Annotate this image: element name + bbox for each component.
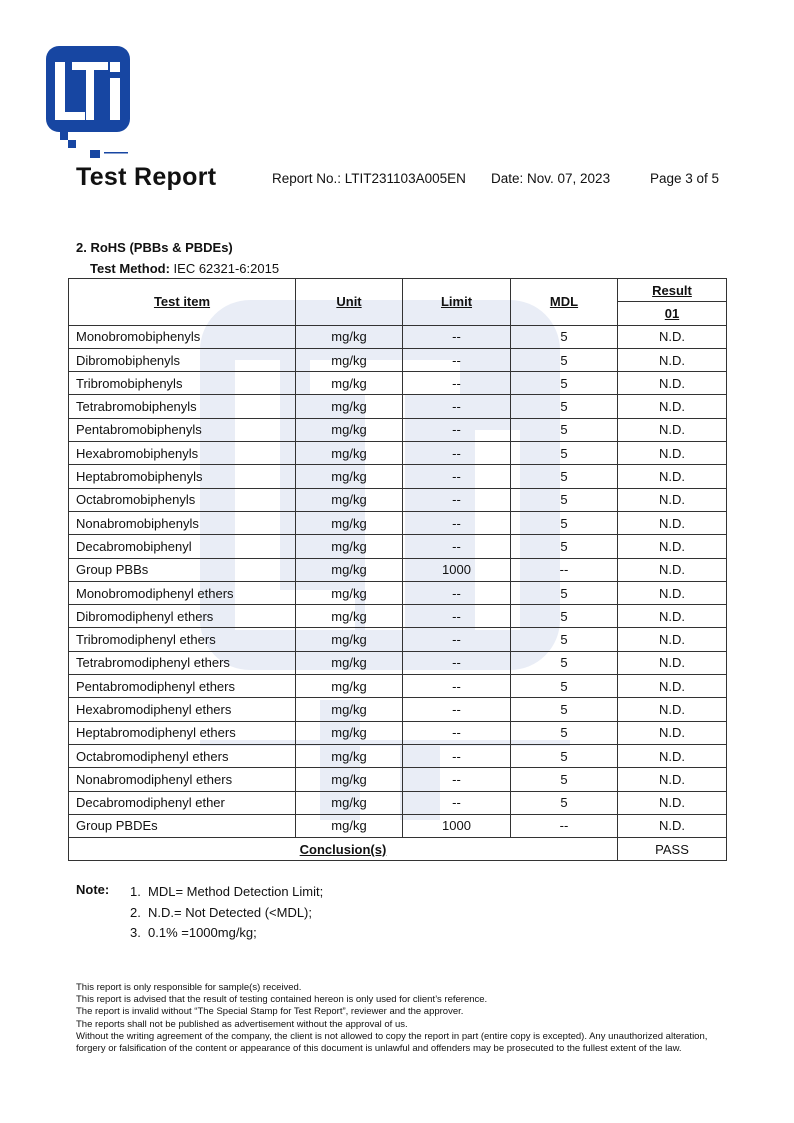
cell-limit: --: [403, 348, 511, 371]
cell-unit: mg/kg: [296, 581, 403, 604]
cell-test-item: Pentabromodiphenyl ethers: [69, 675, 296, 698]
cell-limit: --: [403, 675, 511, 698]
header-limit: Limit: [403, 279, 511, 326]
cell-result: N.D.: [618, 768, 727, 791]
cell-mdl: 5: [511, 395, 618, 418]
cell-result: N.D.: [618, 675, 727, 698]
cell-test-item: Dibromobiphenyls: [69, 348, 296, 371]
table-row: [69, 325, 727, 348]
cell-result: N.D.: [618, 721, 727, 744]
cell-test-item: Nonabromobiphenyls: [69, 511, 296, 534]
note-item: [130, 923, 323, 944]
table-row: [69, 698, 727, 721]
cell-result: N.D.: [618, 814, 727, 837]
disclaimer-line: The reports shall not be published as advertisement without the approval of us.: [76, 1018, 408, 1030]
cell-unit: mg/kg: [296, 721, 403, 744]
cell-limit: --: [403, 605, 511, 628]
table-row: [69, 418, 727, 441]
cell-limit: --: [403, 442, 511, 465]
table-row: [69, 558, 727, 581]
cell-mdl: 5: [511, 418, 618, 441]
cell-unit: mg/kg: [296, 372, 403, 395]
table-row: [69, 395, 727, 418]
table-row: [69, 465, 727, 488]
cell-unit: mg/kg: [296, 744, 403, 767]
cell-limit: 1000: [403, 814, 511, 837]
table-row: [69, 511, 727, 534]
cell-result: N.D.: [618, 395, 727, 418]
disclaimer: [76, 982, 716, 1055]
note-text: N.D.= Not Detected (<MDL);: [148, 904, 312, 920]
table-row: [69, 768, 727, 791]
cell-result: N.D.: [618, 651, 727, 674]
cell-result: N.D.: [618, 558, 727, 581]
cell-mdl: 5: [511, 675, 618, 698]
cell-limit: --: [403, 395, 511, 418]
cell-result: N.D.: [618, 488, 727, 511]
cell-mdl: --: [511, 558, 618, 581]
table-row: [69, 744, 727, 767]
test-method-label: Test Method:: [90, 261, 170, 276]
cell-test-item: Hexabromobiphenyls: [69, 442, 296, 465]
cell-unit: mg/kg: [296, 791, 403, 814]
cell-unit: mg/kg: [296, 465, 403, 488]
cell-unit: mg/kg: [296, 395, 403, 418]
cell-test-item: Heptabromobiphenyls: [69, 465, 296, 488]
cell-limit: --: [403, 651, 511, 674]
cell-test-item: Dibromodiphenyl ethers: [69, 605, 296, 628]
cell-result: N.D.: [618, 372, 727, 395]
cell-unit: mg/kg: [296, 628, 403, 651]
cell-unit: mg/kg: [296, 768, 403, 791]
cell-unit: mg/kg: [296, 325, 403, 348]
cell-test-item: Tetrabromobiphenyls: [69, 395, 296, 418]
table-row: [69, 814, 727, 837]
cell-mdl: --: [511, 814, 618, 837]
cell-unit: mg/kg: [296, 814, 403, 837]
conclusion-label: Conclusion(s): [69, 838, 618, 861]
cell-limit: --: [403, 628, 511, 651]
disclaimer-line: Without the writing agreement of the company, the client is not allowed to copy the report in part (entire copy is excepted). Any unauthorized alteration, forgery or falsification of the content or appearance of this document is unlawful and offenders may be prosecuted to the fullest extent of the law.: [76, 1030, 708, 1055]
note-label: Note:: [76, 882, 110, 897]
report-date: Date: Nov. 07, 2023: [491, 171, 611, 186]
results-table: [68, 278, 727, 861]
cell-unit: mg/kg: [296, 442, 403, 465]
table-row: [69, 628, 727, 651]
cell-test-item: Group PBBs: [69, 558, 296, 581]
cell-unit: mg/kg: [296, 418, 403, 441]
note-number: 2.: [130, 904, 141, 920]
report-number: Report No.: LTIT231103A005EN: [272, 171, 466, 186]
cell-test-item: Heptabromodiphenyl ethers: [69, 721, 296, 744]
header-sample-01: 01: [618, 302, 727, 325]
cell-mdl: 5: [511, 651, 618, 674]
header-mdl: MDL: [511, 279, 618, 326]
cell-mdl: 5: [511, 721, 618, 744]
cell-unit: mg/kg: [296, 488, 403, 511]
cell-result: N.D.: [618, 605, 727, 628]
disclaimer-line: This report is advised that the result of testing contained hereon is only used for client’s reference.: [76, 994, 488, 1006]
header-test-item: Test item: [69, 279, 296, 326]
cell-limit: --: [403, 465, 511, 488]
header-unit: Unit: [296, 279, 403, 326]
cell-limit: --: [403, 744, 511, 767]
test-method: [90, 261, 279, 276]
cell-unit: mg/kg: [296, 535, 403, 558]
table-row: [69, 605, 727, 628]
cell-test-item: Octabromodiphenyl ethers: [69, 744, 296, 767]
note-item: [130, 903, 323, 924]
note-number: 1.: [130, 884, 141, 899]
cell-limit: --: [403, 535, 511, 558]
table-row: [69, 372, 727, 395]
cell-limit: --: [403, 791, 511, 814]
cell-mdl: 5: [511, 791, 618, 814]
table-row: [69, 535, 727, 558]
table-row: [69, 581, 727, 604]
cell-unit: mg/kg: [296, 605, 403, 628]
cell-mdl: 5: [511, 348, 618, 371]
cell-test-item: Tribromobiphenyls: [69, 372, 296, 395]
cell-test-item: Octabromobiphenyls: [69, 488, 296, 511]
note-text: MDL= Method Detection Limit;: [148, 884, 324, 899]
cell-test-item: Tetrabromodiphenyl ethers: [69, 651, 296, 674]
cell-unit: mg/kg: [296, 558, 403, 581]
note-item: [130, 882, 323, 903]
cell-mdl: 5: [511, 605, 618, 628]
note-text: 0.1% =1000mg/kg;: [148, 925, 257, 940]
cell-mdl: 5: [511, 465, 618, 488]
note-number: 3.: [130, 925, 141, 940]
cell-limit: --: [403, 418, 511, 441]
table-row: [69, 442, 727, 465]
cell-test-item: Monobromodiphenyl ethers: [69, 581, 296, 604]
page-number: Page 3 of 5: [650, 171, 720, 186]
cell-mdl: 5: [511, 768, 618, 791]
cell-unit: mg/kg: [296, 675, 403, 698]
header-result: Result: [618, 279, 727, 302]
cell-result: N.D.: [618, 791, 727, 814]
cell-mdl: 5: [511, 372, 618, 395]
cell-test-item: Decabromodiphenyl ether: [69, 791, 296, 814]
cell-mdl: 5: [511, 698, 618, 721]
notes-list: [130, 882, 323, 944]
cell-unit: mg/kg: [296, 698, 403, 721]
cell-limit: --: [403, 372, 511, 395]
disclaimer-line: This report is only responsible for sample(s) received.: [76, 982, 302, 993]
cell-limit: 1000: [403, 558, 511, 581]
company-logo: [46, 46, 132, 160]
cell-mdl: 5: [511, 535, 618, 558]
cell-limit: --: [403, 721, 511, 744]
cell-result: N.D.: [618, 581, 727, 604]
cell-unit: mg/kg: [296, 511, 403, 534]
cell-result: N.D.: [618, 535, 727, 558]
cell-result: N.D.: [618, 628, 727, 651]
cell-limit: --: [403, 488, 511, 511]
test-method-value: IEC 62321-6:2015: [173, 261, 280, 276]
cell-test-item: Tribromodiphenyl ethers: [69, 628, 296, 651]
table-row: [69, 675, 727, 698]
disclaimer-line: The report is invalid without “The Special Stamp for Test Report”, reviewer and the approver.: [76, 1006, 464, 1018]
cell-mdl: 5: [511, 488, 618, 511]
cell-mdl: 5: [511, 744, 618, 767]
table-row: [69, 791, 727, 814]
cell-limit: --: [403, 511, 511, 534]
cell-unit: mg/kg: [296, 348, 403, 371]
table-row: [69, 488, 727, 511]
cell-result: N.D.: [618, 442, 727, 465]
cell-result: N.D.: [618, 744, 727, 767]
conclusion-value: PASS: [618, 838, 727, 861]
cell-limit: --: [403, 581, 511, 604]
cell-result: N.D.: [618, 698, 727, 721]
section-heading: 2. RoHS (PBBs & PBDEs): [76, 240, 233, 255]
report-title: Test Report: [76, 163, 217, 191]
cell-test-item: Hexabromodiphenyl ethers: [69, 698, 296, 721]
cell-test-item: Group PBDEs: [69, 814, 296, 837]
cell-test-item: Nonabromodiphenyl ethers: [69, 768, 296, 791]
cell-result: N.D.: [618, 348, 727, 371]
cell-limit: --: [403, 768, 511, 791]
table-row: [69, 348, 727, 371]
cell-limit: --: [403, 698, 511, 721]
table-row: [69, 651, 727, 674]
cell-limit: --: [403, 325, 511, 348]
table-row: [69, 721, 727, 744]
cell-unit: mg/kg: [296, 651, 403, 674]
cell-mdl: 5: [511, 628, 618, 651]
cell-test-item: Pentabromobiphenyls: [69, 418, 296, 441]
cell-result: N.D.: [618, 325, 727, 348]
cell-mdl: 5: [511, 581, 618, 604]
cell-result: N.D.: [618, 418, 727, 441]
cell-test-item: Decabromobiphenyl: [69, 535, 296, 558]
cell-mdl: 5: [511, 511, 618, 534]
cell-mdl: 5: [511, 442, 618, 465]
cell-result: N.D.: [618, 511, 727, 534]
cell-result: N.D.: [618, 465, 727, 488]
cell-test-item: Monobromobiphenyls: [69, 325, 296, 348]
cell-mdl: 5: [511, 325, 618, 348]
